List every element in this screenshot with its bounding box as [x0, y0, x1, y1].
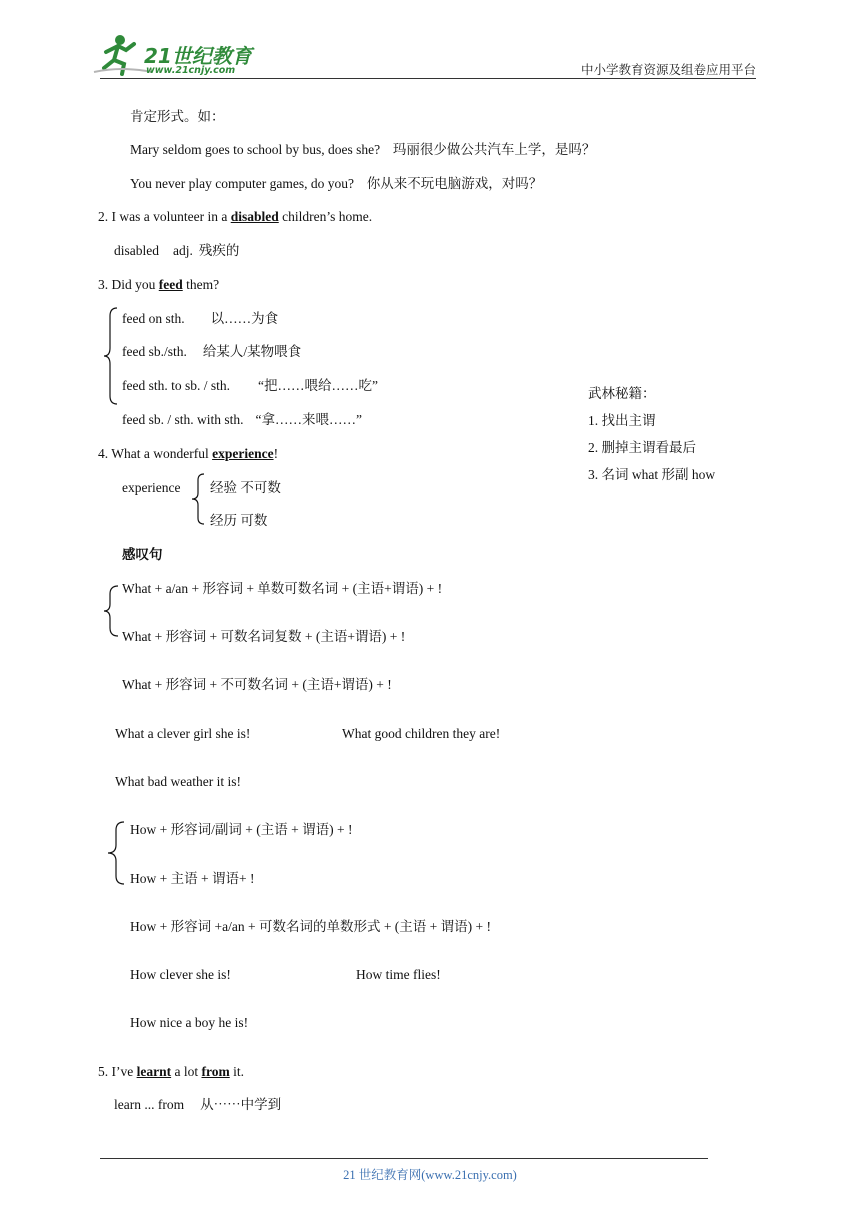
sidebar-item: 3. 名词 what 形副 how [588, 467, 716, 482]
experience-sense-1: 经验 不可数 [210, 480, 281, 495]
how-rule-2: How + 主语 + 谓语+ ! [130, 871, 255, 886]
item-4-sentence [98, 445, 278, 463]
usage-en: feed sth. to sb. / sth. [122, 378, 230, 393]
item-2-sentence [98, 208, 372, 226]
key-word: experience [212, 446, 274, 461]
sentence-text: ! [273, 446, 279, 461]
feed-usage-2 [122, 343, 301, 361]
header-divider [100, 78, 756, 79]
key-word: disabled [230, 209, 279, 224]
usage-zh: “拿……来喂……” [255, 412, 362, 427]
experience-word: experience [122, 480, 181, 495]
usage-zh: 以……为食 [210, 311, 279, 326]
what-rule-1: What + a/an + 形容词 + 单数可数名词 + (主语+谓语) + ! [122, 581, 443, 596]
sentence-text: 4. What a wonderful [98, 446, 213, 461]
def-zh: 残疾的 [198, 243, 240, 258]
example-zh: 玛丽很少做公共汽车上学，是吗？ [392, 142, 596, 157]
intro-example-1 [130, 141, 595, 159]
left-brace-icon [102, 576, 120, 646]
left-brace-icon [102, 306, 120, 406]
feed-usage-3 [122, 377, 378, 395]
site-logo [92, 32, 262, 80]
item-2-definition [114, 242, 239, 260]
logo-text: 21世纪教育 [144, 44, 252, 68]
phrase-zh: 从⋯⋯中学到 [200, 1097, 282, 1112]
experience-sense-2: 经历 可数 [210, 513, 268, 528]
example-en: You never play computer games, do you? [130, 176, 354, 191]
how-rule-1: How + 形容词/副词 + (主语 + 谓语) + ! [130, 822, 353, 837]
what-example-3: What bad weather it is! [115, 774, 241, 789]
left-brace-icon [190, 472, 206, 526]
def-pos: adj. [173, 243, 193, 258]
usage-en: feed sb./sth. [122, 344, 187, 359]
what-rule-3: What + 形容词 + 不可数名词 + (主语+谓语) + ! [122, 677, 392, 692]
sentence-text: it. [229, 1064, 244, 1079]
sentence-text: 2. I was a volunteer in a [98, 209, 231, 224]
key-word: learnt [136, 1064, 172, 1079]
feed-usage-1 [122, 310, 278, 328]
def-word: disabled [114, 243, 159, 258]
logo-url: www.21cnjy.com [146, 65, 236, 76]
key-word: from [201, 1064, 230, 1079]
footer-divider [100, 1158, 708, 1159]
item-5-sentence [98, 1063, 244, 1081]
sentence-text: children’s home. [278, 209, 373, 224]
sentence-text: 3. Did you [98, 277, 159, 292]
header-platform-text: 中小学教育资源及组卷应用平台 [580, 63, 756, 77]
usage-en: feed sb. / sth. with sth. [122, 412, 244, 427]
phrase-en: learn ... from [114, 1097, 185, 1112]
intro-line: 肯定形式。如： [130, 109, 225, 124]
sidebar-item: 1. 找出主谓 [588, 413, 656, 428]
sidebar-item: 2. 删掉主谓看最后 [588, 440, 696, 455]
sentence-text: a lot [171, 1064, 202, 1079]
how-rule-3: How + 形容词 +a/an + 可数名词的单数形式 + (主语 + 谓语) + ! [130, 919, 492, 934]
usage-zh: 给某人/某物喂食 [202, 344, 302, 359]
usage-zh: “把……喂给……吃” [258, 378, 378, 393]
left-brace-icon [106, 816, 126, 890]
section-title: 感叹句 [122, 547, 163, 562]
example-zh: 你从来不玩电脑游戏，对吗？ [366, 176, 543, 191]
item-5-phrase [114, 1096, 281, 1114]
sidebar-title: 武林秘籍： [588, 386, 656, 401]
key-word: feed [158, 277, 183, 292]
sentence-text: them? [182, 277, 220, 292]
usage-en: feed on sth. [122, 311, 185, 326]
what-example-1: What a clever girl she is! [115, 726, 251, 741]
how-example-3: How nice a boy he is! [130, 1015, 249, 1030]
what-rule-2: What + 形容词 + 可数名词复数 + (主语+谓语) + ! [122, 629, 406, 644]
what-example-2: What good children they are! [342, 726, 501, 741]
footer-site-link[interactable]: 21 世纪教育网(www.21cnjy.com) [343, 1168, 517, 1182]
feed-usage-4 [122, 411, 362, 429]
example-en: Mary seldom goes to school by bus, does she? [130, 142, 381, 157]
how-example-1: How clever she is! [130, 967, 231, 982]
how-example-2: How time flies! [356, 967, 441, 982]
sentence-text: 5. I’ve [98, 1064, 137, 1079]
intro-example-2 [130, 175, 542, 193]
item-3-sentence [98, 276, 219, 294]
